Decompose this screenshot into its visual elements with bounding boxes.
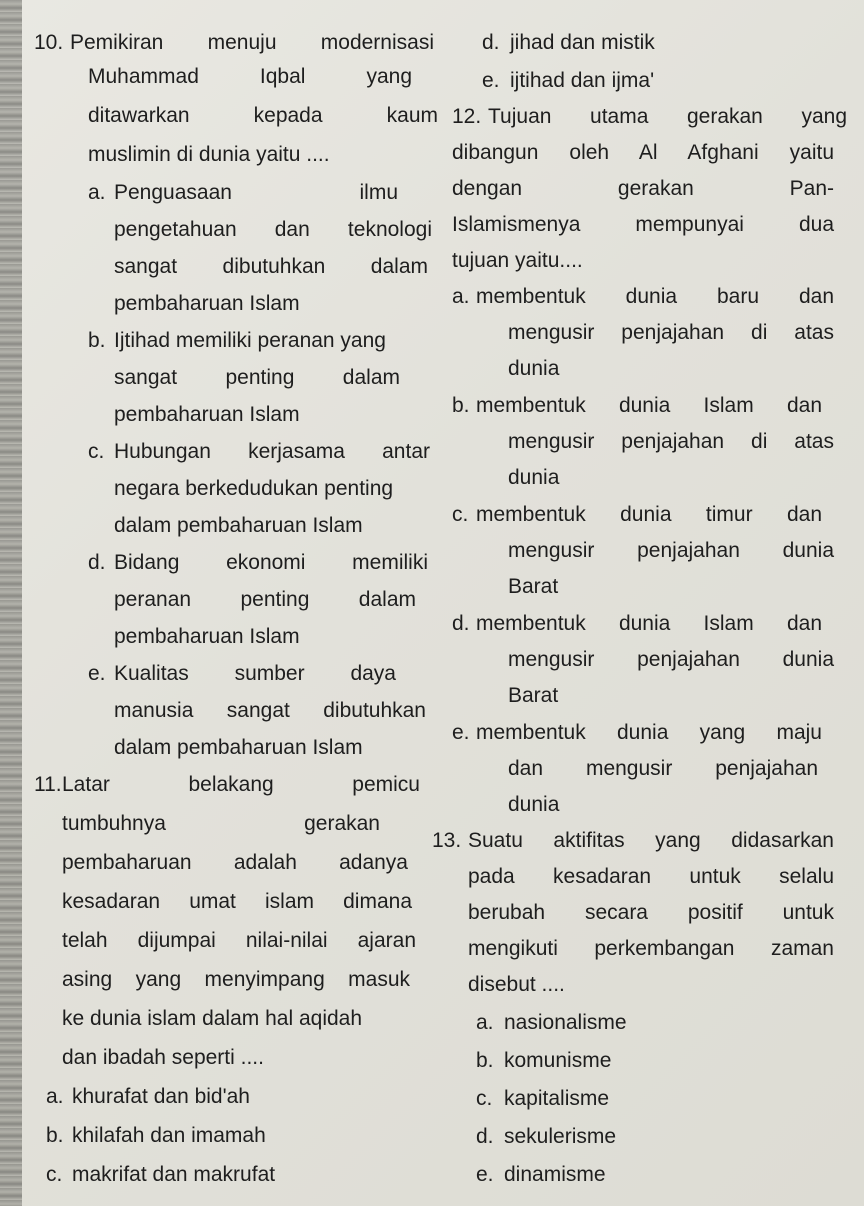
option-letter: c. — [88, 440, 105, 463]
option-line: pembaharuan Islam — [114, 403, 300, 426]
option-line: Barat — [508, 684, 559, 707]
option-line: membentuk dunia timur dan — [476, 503, 822, 526]
question-stem-line: Latar belakang pemicu — [62, 773, 420, 796]
question-number: 11. — [34, 773, 62, 796]
option-letter: e. — [88, 662, 106, 685]
option-letter: a. — [88, 181, 106, 204]
option-letter: c. — [476, 1087, 493, 1110]
option-text: ijtihad dan ijma' — [510, 69, 655, 92]
option-text: dinamisme — [504, 1163, 606, 1186]
question-stem-line: ke dunia islam dalam hal aqidah — [62, 1007, 363, 1030]
option-line: dunia — [508, 793, 560, 816]
question-stem-line: Muhammad Iqbal yang — [88, 65, 412, 88]
option-line: dunia — [508, 466, 560, 489]
option-letter: b. — [452, 394, 470, 417]
option-line: sangat dibutuhkan dalam — [114, 255, 428, 278]
option-letter: e. — [482, 69, 500, 92]
option-line: peranan penting dalam — [114, 588, 416, 611]
option-letter: a. — [452, 285, 470, 308]
question-stem-line: Islamismenya mempunyai dua — [452, 213, 834, 236]
option-line: membentuk dunia Islam dan — [476, 612, 822, 635]
option-line: dalam pembaharuan Islam — [114, 514, 363, 537]
question-stem-line: mengikuti perkembangan zaman — [468, 937, 834, 960]
option-line: Penguasaan ilmu — [114, 181, 398, 204]
question-stem-line: Pemikiran menuju modernisasi — [70, 31, 434, 54]
option-line: Barat — [508, 575, 559, 598]
option-letter: d. — [452, 612, 470, 635]
option-letter: d. — [482, 31, 500, 54]
option-letter: d. — [88, 551, 106, 574]
option-letter: e. — [476, 1163, 494, 1186]
right-column — [432, 0, 847, 1206]
question-stem-line: disebut .... — [468, 973, 565, 996]
option-letter: b. — [476, 1049, 494, 1072]
option-line: mengusir penjajahan di atas — [508, 321, 834, 344]
option-letter: b. — [88, 329, 106, 352]
option-line: Hubungan kerjasama antar — [114, 440, 430, 463]
option-line: membentuk dunia baru dan — [476, 285, 834, 308]
option-line: membentuk dunia Islam dan — [476, 394, 822, 417]
question-stem-line: berubah secara positif untuk — [468, 901, 834, 924]
option-letter: b. — [46, 1124, 64, 1147]
question-stem-line: telah dijumpai nilai-nilai ajaran — [62, 929, 416, 952]
question-stem-line: pada kesadaran untuk selalu — [468, 865, 834, 888]
option-line: dan mengusir penjajahan — [508, 757, 818, 780]
option-line: mengusir penjajahan di atas — [508, 430, 834, 453]
question-stem-line: pembaharuan adalah adanya — [62, 851, 408, 874]
option-text: komunisme — [504, 1049, 612, 1072]
option-text: nasionalisme — [504, 1011, 627, 1034]
question-stem-line: dengan gerakan Pan- — [452, 177, 834, 200]
option-text: khilafah dan imamah — [72, 1124, 266, 1147]
option-text: jihad dan mistik — [510, 31, 655, 54]
option-line: Bidang ekonomi memiliki — [114, 551, 428, 574]
option-letter: c. — [46, 1163, 63, 1186]
question-stem-line: dan ibadah seperti .... — [62, 1046, 264, 1069]
option-line: manusia sangat dibutuhkan — [114, 699, 426, 722]
question-stem-line: tumbuhnya gerakan — [62, 812, 380, 835]
option-text: sekulerisme — [504, 1125, 617, 1148]
question-number: 13. — [432, 829, 462, 852]
question-stem-line: ditawarkan kepada kaum — [88, 104, 438, 127]
option-line: Kualitas sumber daya — [114, 662, 396, 685]
question-stem-line: asing yang menyimpang masuk — [62, 968, 410, 991]
option-text: makrifat dan makrufat — [72, 1163, 276, 1186]
option-line: pengetahuan dan teknologi — [114, 218, 432, 241]
question-number: 12. — [452, 105, 482, 128]
option-line: sangat penting dalam — [114, 366, 400, 389]
option-line: dalam pembaharuan Islam — [114, 736, 363, 759]
option-line: pembaharuan Islam — [114, 625, 300, 648]
option-text: khurafat dan bid'ah — [72, 1085, 250, 1108]
option-line: negara berkedudukan penting — [114, 477, 394, 500]
question-stem-line: kesadaran umat islam dimana — [62, 890, 412, 913]
question-stem-line: dibangun oleh Al Afghani yaitu — [452, 141, 834, 164]
option-line: pembaharuan Islam — [114, 292, 300, 315]
option-line: membentuk dunia yang maju — [476, 721, 822, 744]
option-line: Ijtihad memiliki peranan yang — [114, 329, 386, 352]
question-stem-line: Suatu aktifitas yang didasarkan — [468, 829, 834, 852]
option-letter: a. — [476, 1011, 494, 1034]
question-stem-line: tujuan yaitu.... — [452, 249, 583, 272]
option-letter: e. — [452, 721, 470, 744]
option-line: mengusir penjajahan dunia — [508, 539, 834, 562]
option-line: mengusir penjajahan dunia — [508, 648, 834, 671]
question-number: 10. — [34, 31, 64, 54]
question-stem-line: Tujuan utama gerakan yang — [488, 105, 847, 128]
left-column — [34, 0, 438, 1206]
question-stem-line: muslimin di dunia yaitu .... — [88, 143, 330, 166]
option-text: kapitalisme — [504, 1087, 610, 1110]
option-letter: c. — [452, 503, 469, 526]
option-letter: d. — [476, 1125, 494, 1148]
option-line: dunia — [508, 357, 560, 380]
option-letter: a. — [46, 1085, 64, 1108]
